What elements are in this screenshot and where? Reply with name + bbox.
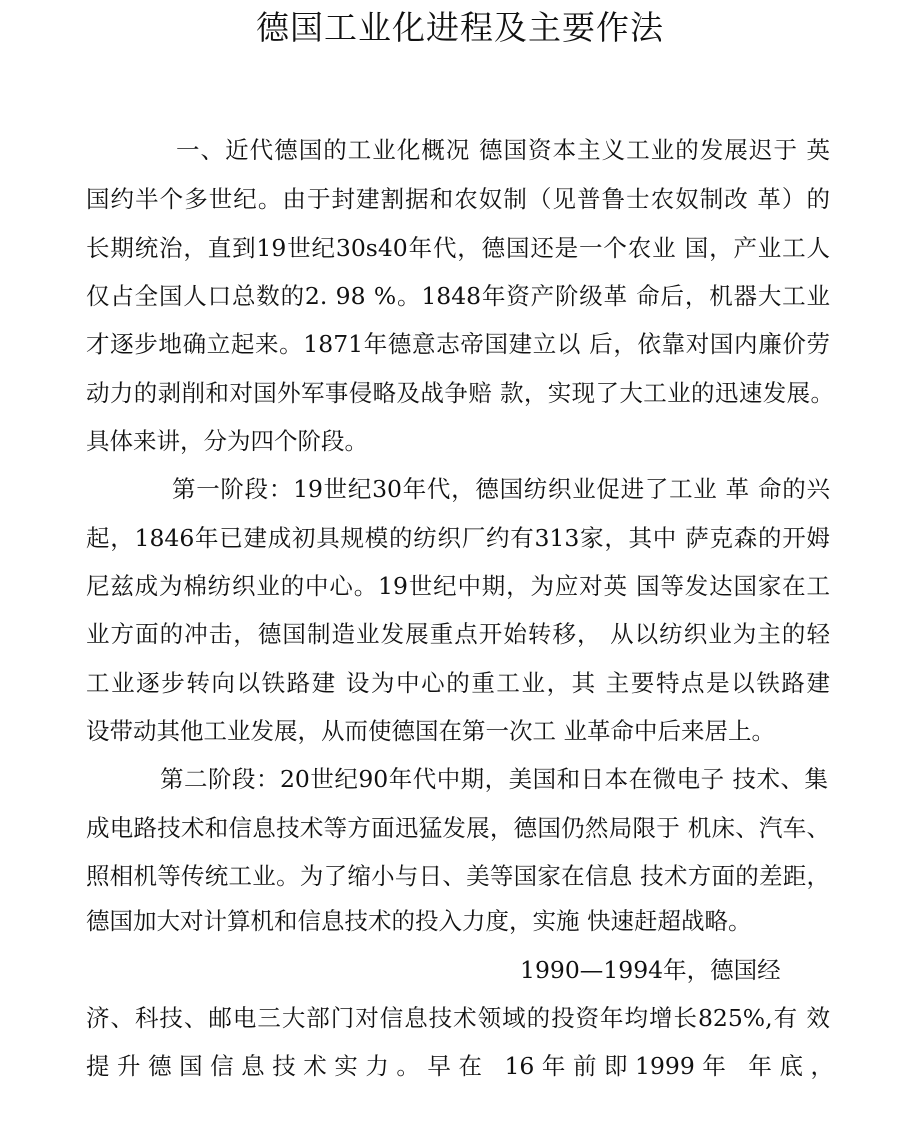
paragraph-line: 国约半个多世纪。由于封建割据和农奴制（见普鲁士农奴制改 革）的 (86, 185, 830, 213)
paragraph-line: 济、科技、邮电三大部门对信息技术领域的投资年均增长825%,有 效 (86, 1004, 830, 1032)
paragraph-line: 一、近代德国的工业化概况 德国资本主义工业的发展迟于 英 (176, 136, 830, 164)
paragraph-line: 1990—1994年，德国经 (520, 956, 781, 984)
paragraph-line: 业方面的冲击，德国制造业发展重点开始转移， 从以纺织业为主的轻 (86, 620, 830, 648)
paragraph-line: 工业逐步转向以铁路建 设为中心的重工业，其 主要特点是以铁路建 (86, 669, 830, 697)
paragraph-line: 动力的剥削和对国外军事侵略及战争赔 款，实现了大工业的迅速发展。 (86, 379, 834, 407)
paragraph-line: 第二阶段：20世纪90年代中期，美国和日本在微电子 技术、集 (160, 765, 828, 793)
document-title: 德国工业化进程及主要作法 (256, 8, 664, 47)
paragraph-line: 照相机等传统工业。为了缩小与日、美等国家在信息 技术方面的差距， (86, 862, 830, 890)
paragraph-line: 成电路技术和信息技术等方面迅猛发展，德国仍然局限于 机床、汽车、 (86, 814, 830, 842)
paragraph-line: 才逐步地确立起来。1871年德意志帝国建立以 后，依靠对国内廉价劳 (86, 330, 830, 358)
paragraph-line: 设带动其他工业发展，从而使德国在第一次工 业革命中后来居上。 (86, 717, 775, 745)
paragraph-line: 长期统治，直到19世纪30s40年代，德国还是一个农业 国，产业工人 (86, 234, 830, 262)
paragraph-line: 具体来讲，分为四个阶段。 (86, 427, 368, 455)
paragraph-line: 仅占全国人口总数的2. 98 %。1848年资产阶级革 命后，机器大工业 (86, 282, 830, 310)
paragraph-line: 提升德国信息技术实力。早在 16年前即1999年 年底， (86, 1052, 834, 1080)
paragraph-line: 第一阶段：19世纪30年代，德国纺织业促进了工业 革 命的兴 (172, 475, 830, 503)
paragraph-line: 起，1846年已建成初具规模的纺织厂约有313家，其中 萨克森的开姆 (86, 524, 830, 552)
paragraph-line: 德国加大对计算机和信息技术的投入力度，实施 快速赶超战略。 (86, 907, 752, 935)
paragraph-line: 尼兹成为棉纺织业的中心。19世纪中期，为应对英 国等发达国家在工 (86, 572, 830, 600)
